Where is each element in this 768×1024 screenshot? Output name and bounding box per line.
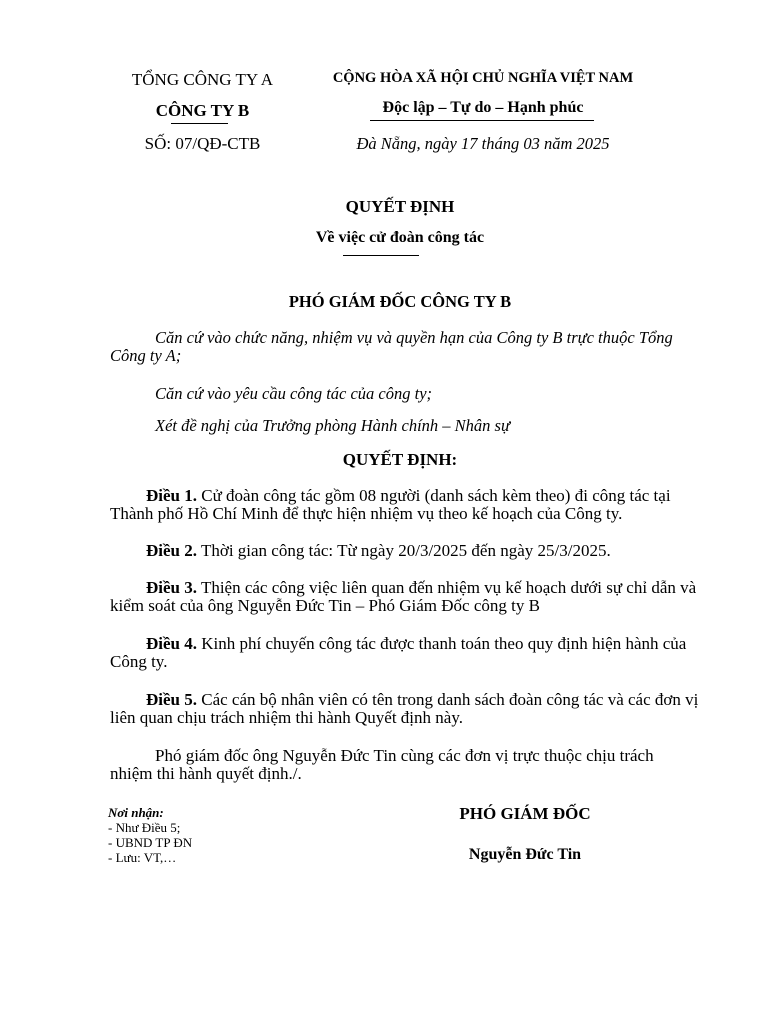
company-underline <box>171 123 228 124</box>
article-label: Điều 1. <box>146 486 197 505</box>
article-label: Điều 2. <box>146 541 197 560</box>
decision-heading: QUYẾT ĐỊNH: <box>342 450 458 469</box>
doc-number: SỐ: 07/QĐ-CTB <box>144 134 261 153</box>
article-label: Điều 3. <box>146 578 197 597</box>
article-text: Thời gian công tác: Từ ngày 20/3/2025 đến ngày 25/3/2025. <box>197 541 611 560</box>
place-date: Đà Nẵng, ngày 17 tháng 03 năm 2025 <box>356 134 610 153</box>
article-text: Cử đoàn công tác gồm 08 người (danh sách kèm theo) đi công tác tại Thành phố Hồ Chí Minh để thực hiện nhiệm vụ theo kế hoạch của Công ty. <box>110 486 671 523</box>
recipient-item: - Lưu: VT,… <box>108 850 177 865</box>
article-label: Điều 5. <box>146 690 197 709</box>
parent-company: TỔNG CÔNG TY A <box>131 70 274 89</box>
article-2 <box>110 542 700 560</box>
signer-name: Nguyễn Đức Tin <box>468 846 582 863</box>
closing-statement: Phó giám đốc ông Nguyễn Đức Tin cùng các đơn vị trực thuộc chịu trách nhiệm thi hành quyết định./. <box>110 746 654 783</box>
signer-title: PHÓ GIÁM ĐỐC <box>459 804 591 823</box>
issuing-authority: PHÓ GIÁM ĐỐC CÔNG TY B <box>288 292 512 311</box>
recipient-item: - Như Điều 5; <box>108 820 181 835</box>
article-text: Kinh phí chuyến công tác được thanh toán theo quy định hiện hành của Công ty. <box>110 634 687 671</box>
article-5 <box>110 691 700 727</box>
article-1 <box>110 487 700 523</box>
document-subject: Về việc cử đoàn công tác <box>315 229 485 246</box>
national-motto: Độc lập – Tự do – Hạnh phúc <box>382 99 584 116</box>
document-title: QUYẾT ĐỊNH <box>345 197 455 216</box>
legal-basis-3: Xét đề nghị của Trưởng phòng Hành chính – Nhân sự <box>155 416 510 435</box>
legal-basis-1: Căn cứ vào chức năng, nhiệm vụ và quyền hạn của Công ty B trực thuộc Tổng Công ty A; <box>110 328 673 365</box>
recipient-item: - UBND TP ĐN <box>108 835 193 850</box>
article-3 <box>110 579 700 615</box>
nation-title: CỘNG HÒA XÃ HỘI CHỦ NGHĨA VIỆT NAM <box>332 70 634 86</box>
legal-basis-2: Căn cứ vào yêu cầu công tác của công ty; <box>155 384 433 403</box>
article-text: Thiện các công việc liên quan đến nhiệm vụ kế hoạch dưới sự chỉ dẫn và kiểm soát của ông Nguyễn Đức Tin – Phó Giám Đốc công ty B <box>110 578 697 615</box>
article-4 <box>110 635 700 671</box>
motto-underline <box>370 120 594 121</box>
article-label: Điều 4. <box>146 634 197 653</box>
company-name: CÔNG TY B <box>155 101 250 120</box>
subject-underline <box>343 255 419 256</box>
recipients-heading: Nơi nhận: <box>108 805 164 820</box>
article-text: Các cán bộ nhân viên có tên trong danh sách đoàn công tác và các đơn vị liên quan chịu trách nhiệm thi hành Quyết định này. <box>110 690 699 727</box>
